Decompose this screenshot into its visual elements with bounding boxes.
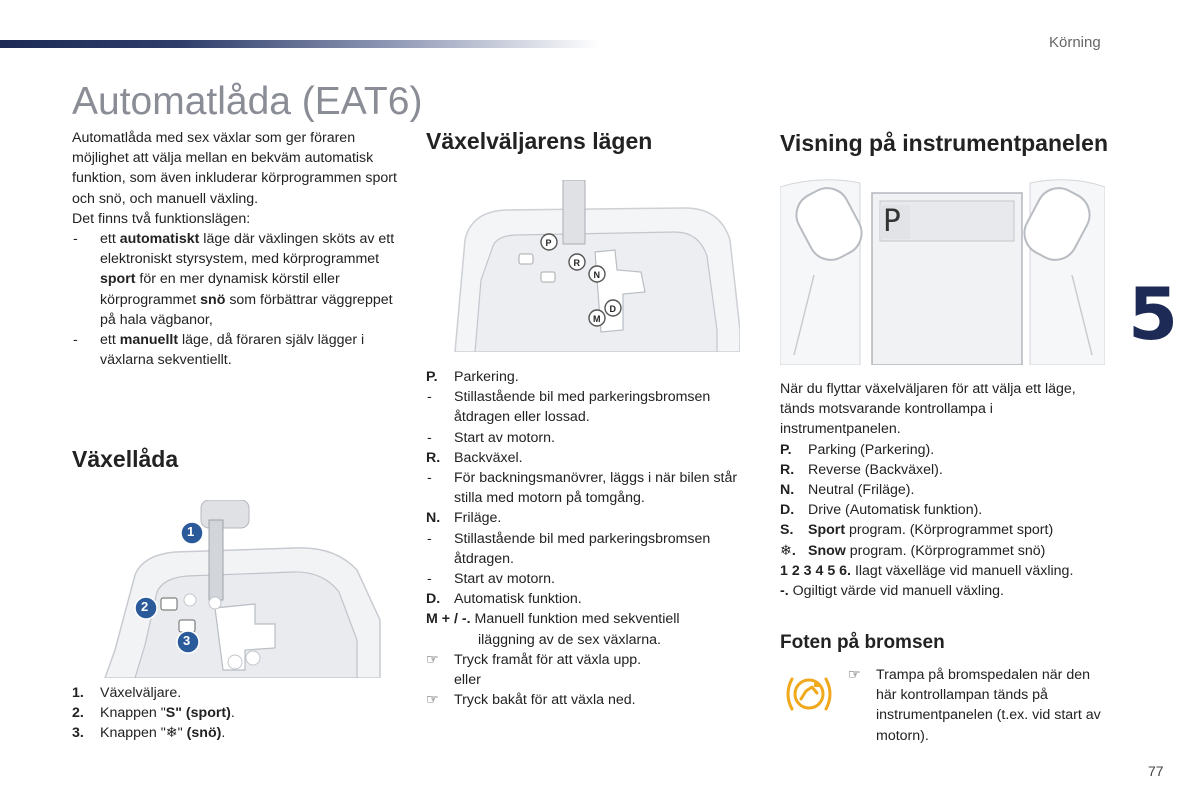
page-title: Automatlåda (EAT6)	[72, 80, 423, 123]
pointer-bullet-icon: ☞	[848, 667, 861, 683]
chapter-number: 5	[1128, 272, 1179, 356]
snowflake-icon: ❄.	[780, 542, 796, 559]
instrument-panel-illustration	[780, 175, 1105, 365]
brake-text-block	[848, 665, 1110, 746]
selector-positions-list	[426, 367, 746, 710]
display-heading: Visning på instrumentpanelen	[780, 130, 1109, 156]
tip-shift-down: ☞ Tryck bakåt för att växla ned.	[426, 690, 746, 710]
legend-item: 2. Knappen "S" (sport).	[72, 705, 235, 722]
dash-bullet: -	[73, 332, 78, 349]
intro-column	[72, 128, 402, 370]
gear-letter-N	[589, 266, 605, 282]
position-detail: - Start av motorn.	[427, 429, 555, 446]
callout-2-label: 2	[141, 599, 149, 614]
display-gear-indicator: P	[883, 204, 902, 239]
mode-item-automatic: - ett automatiskt läge där växlingen sköts av ett elektroniskt styrsystem, med körprogrammet sport för en mer dynamisk körstil eller körprogrammet snö som förbättrar väggreppet på hala vägbanor,	[73, 231, 395, 328]
gear-letter-M	[589, 310, 605, 326]
svg-text:D: D	[609, 304, 616, 314]
display-intro: När du flyttar växelväljaren för att välja ett läge, tänds motsvarande kontrollampa i instrumentpanelen.	[780, 381, 1076, 438]
position-detail: - För backningsmanövrer, läggs i när bilen står stilla med motorn på tomgång.	[427, 470, 738, 507]
position-manual-continued: iläggning av de sex växlarna.	[478, 631, 661, 648]
position-neutral: N. Friläge.	[426, 510, 502, 527]
position-detail: - Stillastående bil med parkeringsbromsen åtdragen eller lossad.	[427, 389, 711, 426]
gear-letter-P	[541, 234, 557, 250]
svg-text:N: N	[593, 270, 600, 280]
position-detail: - Stillastående bil med parkeringsbromsen åtdragen.	[427, 530, 711, 567]
svg-text:R: R	[573, 258, 580, 268]
indicator-item: ❄. Snow program. (Körprogrammet snö)	[780, 541, 1102, 561]
header-gradient-bar	[0, 40, 600, 48]
pointer-bullet-icon: ☞	[426, 692, 439, 709]
position-reverse: R. Backväxel.	[426, 449, 523, 466]
mode-item-manual: - ett manuellt läge, då föraren själv lägger i växlarna sekventiellt.	[73, 332, 365, 369]
indicator-invalid: -. Ogiltigt värde vid manuell växling.	[780, 583, 1004, 600]
gearbox-heading: Växellåda	[72, 446, 179, 472]
gearbox-illustration	[95, 500, 385, 678]
callout-1-label: 1	[187, 524, 195, 539]
selector-heading: Växelväljarens lägen	[426, 128, 653, 154]
or-connector: eller	[454, 672, 481, 689]
tip-shift-up: ☞ Tryck framåt för att växla upp.	[426, 650, 746, 670]
indicator-item: P. Parking (Parkering).	[780, 441, 935, 458]
brake-heading: Foten på bromsen	[780, 632, 945, 653]
callout-3-label: 3	[183, 633, 191, 648]
indicator-item: N. Neutral (Friläge).	[780, 482, 915, 499]
display-column	[780, 379, 1102, 601]
svg-text:P: P	[545, 238, 552, 248]
indicator-manual: 1 2 3 4 5 6. Ilagt växelläge vid manuell växling.	[780, 562, 1074, 579]
position-drive: D. Automatisk funktion.	[426, 591, 582, 608]
gear-selector-illustration	[445, 180, 740, 352]
brake-instruction: ☞ Trampa på bromspedalen när den här kontrollampan tänds på instrumentpanelen (t.ex. vid start av motorn).	[848, 667, 1101, 744]
page-number: 77	[1148, 763, 1164, 779]
position-manual: M + / -. Manuell funktion med sekventiell	[426, 611, 680, 628]
brake-warning-icon	[784, 673, 834, 720]
svg-text:M: M	[593, 314, 601, 324]
gearbox-legend	[72, 683, 392, 744]
legend-item: 1. Växelväljare.	[72, 685, 182, 701]
position-parking: P. Parkering.	[426, 369, 519, 385]
indicator-item: S. Sport program. (Körprogrammet sport)	[780, 522, 1054, 539]
pointer-bullet-icon: ☞	[426, 651, 439, 668]
dash-bullet: -	[73, 231, 78, 248]
legend-item: 3. Knappen "❄" (snö).	[72, 725, 226, 742]
intro-modes-lead: Det finns två funktionslägen:	[72, 210, 251, 227]
indicator-item: R. Reverse (Backväxel).	[780, 461, 943, 478]
gear-letter-R	[569, 254, 585, 270]
intro-paragraph: Automatlåda med sex växlar som ger föraren möjlighet att välja mellan en bekväm automatisk funktion, som även inkluderar körprogrammen sport och snö, och manuell växling.	[72, 130, 397, 207]
gear-letter-D	[605, 300, 621, 316]
position-detail: - Start av motorn.	[427, 571, 555, 588]
section-label: Körning	[1049, 34, 1101, 51]
indicator-item: D. Drive (Automatisk funktion).	[780, 502, 983, 519]
